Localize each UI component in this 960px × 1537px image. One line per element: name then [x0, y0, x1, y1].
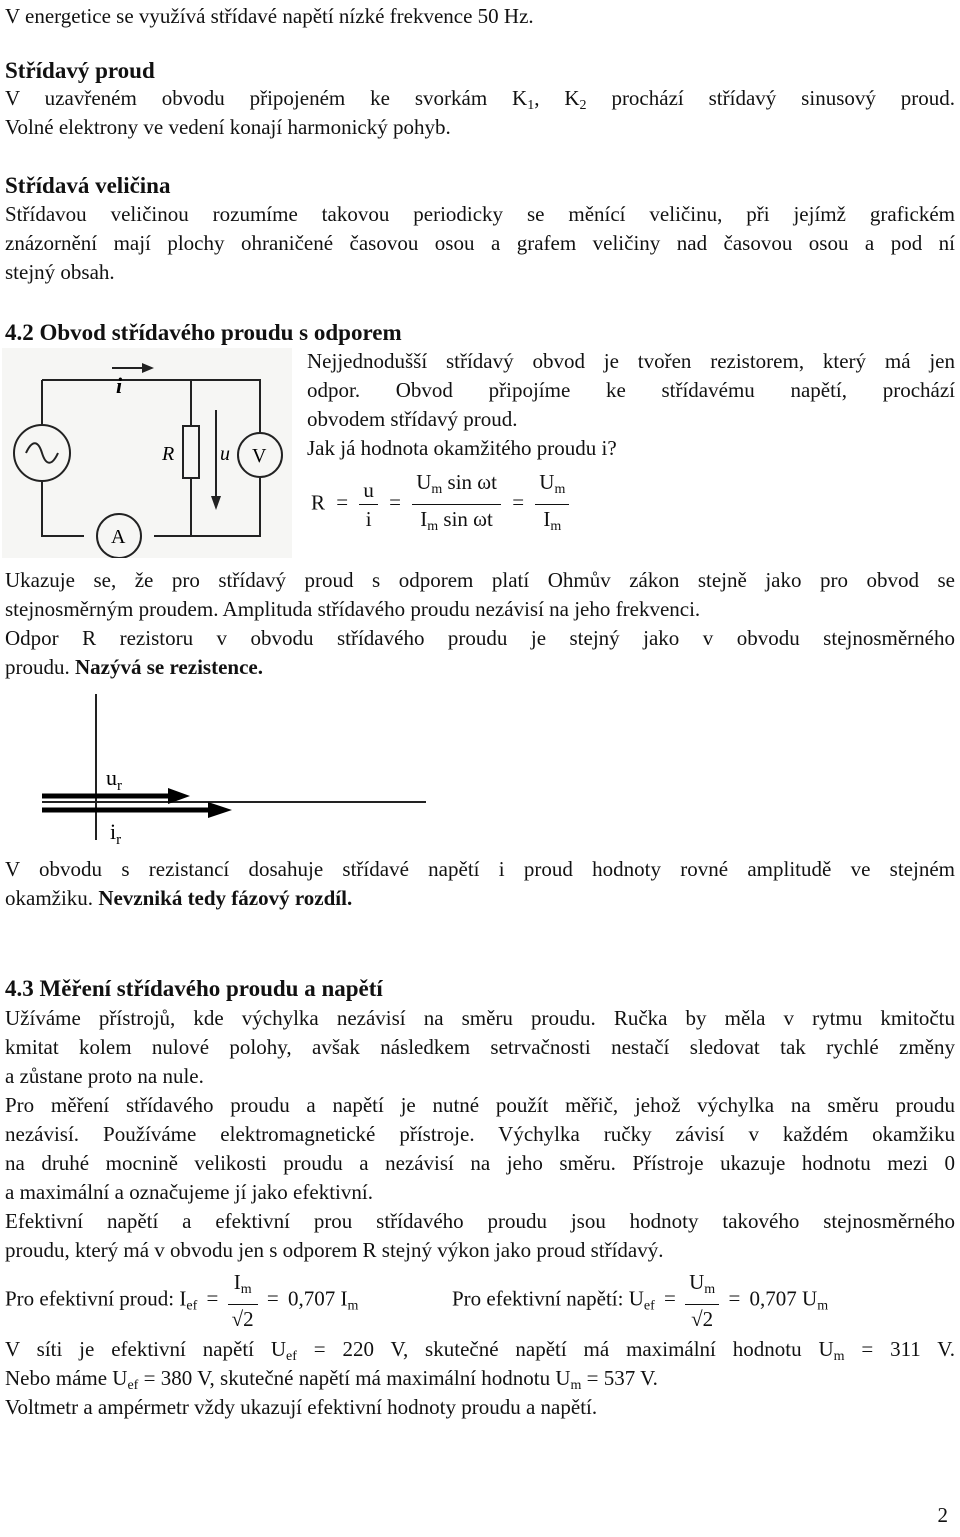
paragraph-line: na druhé mocnině velikosti proudu a nezávisí na jeho směru. Přístroje ukazuje hodnotu mezi 0 — [5, 1151, 955, 1175]
paragraph-line: okamžiku. Nevzniká tedy fázový rozdíl. — [5, 886, 353, 910]
heading-alternating-quantity: Střídavá veličina — [5, 173, 171, 198]
paragraph-line: Efektivní napětí a efektivní prou střídavého proudu jsou hodnoty takového stejnosměrného — [5, 1209, 955, 1233]
numerator-um: $U_m$ — [685, 1268, 719, 1305]
current-phasor-arrowhead-icon — [208, 802, 232, 818]
numerator-im: $I_m$ — [228, 1268, 258, 1305]
phasor-diagram — [30, 690, 430, 850]
fraction-um-over-sqrt2 — [685, 1268, 719, 1333]
symbol-I: I — [179, 1286, 187, 1311]
symbol-I: I — [340, 1286, 348, 1311]
paragraph-line: Nebo máme $U_{ef} = 380$ V, skutečné napětí má maximální hodnotu $U_m = 537$ V. — [5, 1366, 658, 1393]
formula-equals: = — [512, 490, 525, 515]
paragraph-line: obvodem střídavý proud. — [307, 407, 518, 431]
fraction-u-over-i — [359, 476, 378, 533]
formula-R: R — [311, 490, 326, 515]
label-A: A — [111, 526, 126, 548]
formula-equals: = — [664, 1286, 676, 1311]
paragraph-line: kmitat kolem nulové polohy, avšak následkem setrvačnosti nestačí sledovat tak rychlé změny — [5, 1035, 955, 1059]
symbol-U: U — [802, 1286, 818, 1311]
heading-section-4-3: 4.3 Měření střídavého proudu a napětí — [5, 976, 383, 1001]
intro-line: V energetice se využívá střídavé napětí nízké frekvence 50 Hz. — [5, 4, 534, 28]
heading-section-4-2: 4.2 Obvod střídavého proudu s odporem — [5, 320, 402, 345]
paragraph-line: Pro měření střídavého proudu a napětí je nutné použít měřič, jehož výchylka na směru proudu — [5, 1093, 955, 1117]
paragraph-line: V uzavřeném obvodu připojeném ke svorkám $K_1$, $K_2$ prochází střídavý sinusový proud. — [5, 86, 955, 113]
sub-m: m — [817, 1298, 829, 1314]
paragraph-line: proudu, který má v obvodu jen s odporem R stejný výkon jako proud střídavý. — [5, 1238, 664, 1262]
paragraph-line: a maximální a označujeme jí jako efektivní. — [5, 1180, 373, 1204]
formula-equals: = — [266, 1286, 279, 1311]
paragraph-line: Ukazuje se, že pro střídavý proud s odporem platí Ohmův zákon stejně jako pro obvod se — [5, 568, 955, 592]
fraction-sin — [412, 468, 501, 541]
paragraph-line: V obvodu s rezistancí dosahuje střídavé napětí i proud hodnoty rovné amplitudě ve stejném — [5, 857, 955, 881]
denominator-im-sin: $I_m$ sin ωt — [420, 507, 493, 534]
formula-equals: = — [389, 490, 401, 515]
symbol-U: U — [628, 1286, 644, 1311]
paragraph-line: Nejjednodušší střídavý obvod je tvořen rezistorem, který má jen — [307, 349, 955, 373]
paragraph-line: Střídavou veličinou rozumíme takovou periodicky se měnící veličinu, při jejímž grafickém — [5, 202, 955, 226]
paragraph-line: Užíváme přístrojů, kde výchylka nezávisí na směru proudu. Ručka by měla v rytmu kmitočtu — [5, 1006, 955, 1030]
numerator-um: $U_m$ — [535, 468, 569, 505]
paragraph-line: proudu. Nazývá se rezistence. — [5, 655, 263, 679]
label-ir: $i_r$ — [110, 819, 122, 848]
formula-equals: = — [336, 490, 349, 515]
label-V: V — [252, 445, 267, 467]
denominator-im: $I_m$ — [543, 507, 562, 534]
effective-current-formula — [5, 1268, 358, 1333]
formula-label-current: Pro efektivní proud: — [5, 1286, 175, 1311]
sub-m: m — [347, 1298, 359, 1314]
paragraph-line: Odpor R rezistoru v obvodu střídavého proudu je stejný jako v obvodu stejnosměrného — [5, 626, 955, 650]
paragraph-line: a zůstane proto na nule. — [5, 1064, 204, 1088]
formula-equals: = — [206, 1286, 219, 1311]
denominator-i: i — [365, 507, 372, 531]
formula-label-voltage: Pro efektivní napětí: — [452, 1286, 624, 1311]
paragraph-line: stejnosměrným proudem. Amplituda střídavého proudu nezávisí na jeho frekvenci. — [5, 597, 701, 621]
label-R: R — [162, 443, 175, 465]
formula-equals: = — [728, 1286, 741, 1311]
paragraph-line: stejný obsah. — [5, 260, 115, 284]
label-ur: $u_r$ — [106, 765, 122, 794]
heading-alternating-current: Střídavý proud — [5, 58, 155, 83]
fraction-um-over-im — [535, 468, 569, 541]
resistor-circuit-diagram — [2, 348, 292, 558]
paragraph-line: nezávisí. Používáme elektromagnetické přístroje. Výchylka ručky závisí v každém okamžiku — [5, 1122, 955, 1146]
value-0707: 0,707 — [288, 1286, 336, 1311]
paragraph-line: Jak já hodnota okamžitého proudu i? — [307, 436, 617, 460]
numerator-u: u — [359, 476, 378, 505]
paragraph-line: V síti je efektivní napětí $U_{ef} = 220$ V, skutečné napětí má maximální hodnotu $U_m = 311$ V. — [5, 1337, 955, 1364]
denominator-sqrt2: √2 — [231, 1307, 254, 1331]
label-u: u — [220, 443, 230, 465]
page-number: 2 — [937, 1503, 948, 1527]
effective-voltage-formula — [452, 1268, 828, 1333]
paragraph-line: Volné elektrony ve vedení konají harmonický pohyb. — [5, 115, 451, 139]
sub-ef: ef — [643, 1298, 655, 1314]
sub-ef: ef — [186, 1298, 198, 1314]
fraction-im-over-sqrt2 — [228, 1268, 258, 1333]
paragraph-line: znázornění mají plochy ohraničené časovou osou a grafem veličiny nad časovou osou a pod ní — [5, 231, 955, 255]
label-i: i — [116, 373, 123, 398]
value-0707: 0,707 — [749, 1286, 797, 1311]
paragraph-line: Voltmetr a ampérmetr vždy ukazují efektivní hodnoty proudu a napětí. — [5, 1395, 598, 1419]
denominator-sqrt2: √2 — [691, 1307, 714, 1331]
ohms-law-formula — [311, 468, 569, 541]
numerator-um-sin: $U_m$ sin ωt — [412, 468, 501, 505]
paragraph-line: odpor. Obvod připojíme ke střídavému napětí, prochází — [307, 378, 955, 402]
